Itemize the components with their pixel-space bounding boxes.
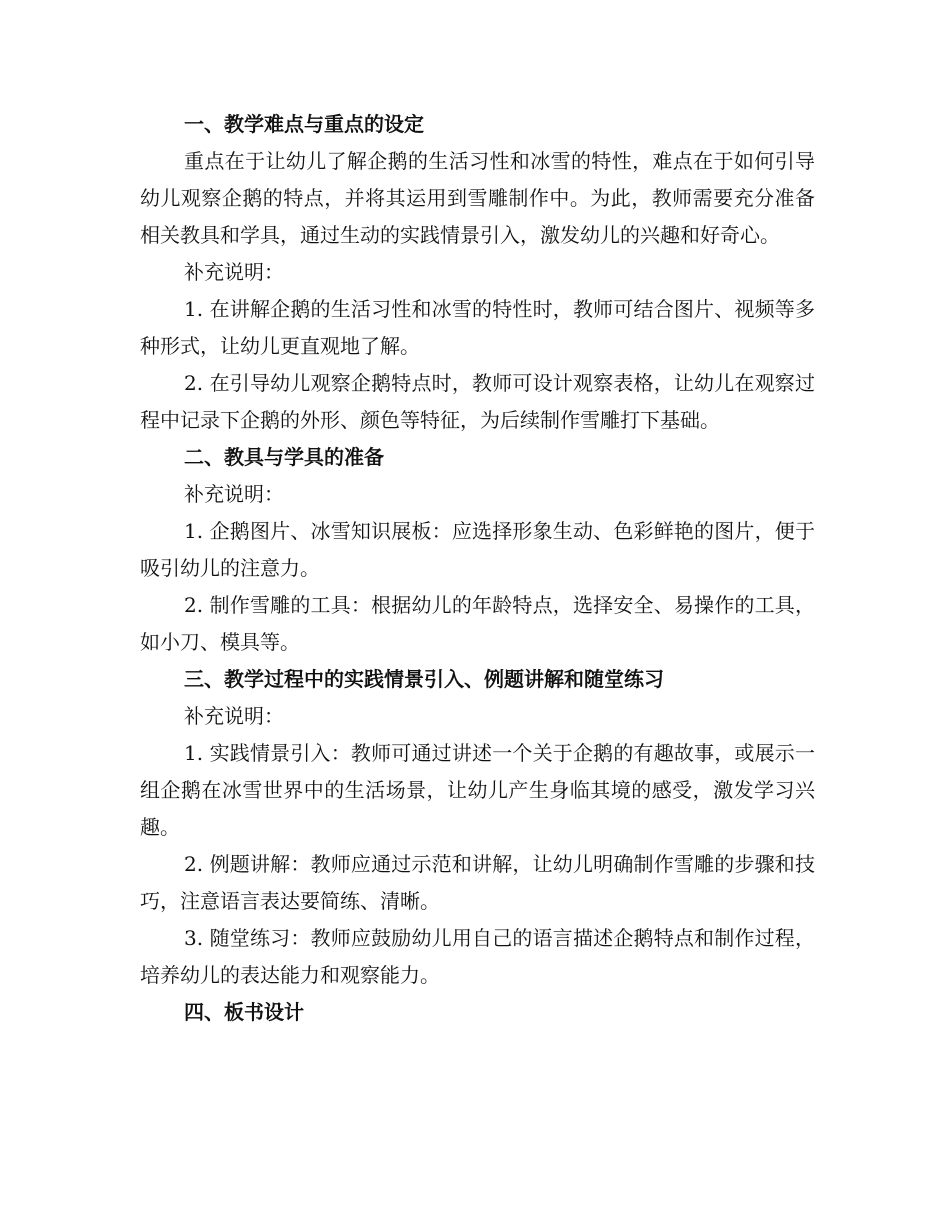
paragraph-item: 1. 实践情景引入：教师可通过讲述一个关于企鹅的有趣故事，或展示一组企鹅在冰雪世界中的生活场景，让幼儿产生身临其境的感受，激发学习兴趣。 — [140, 741, 815, 839]
paragraph-supplement-label: 补充说明： — [184, 260, 284, 284]
paragraph-key-points: 重点在于让幼儿了解企鹅的生活习性和冰雪的特性，难点在于如何引导幼儿观察企鹅的特点，并将其运用到雪雕制作中。为此，教师需要充分准备相关教具和学具，通过生动的实践情景引入，激发幼儿的兴趣和好奇心。 — [140, 149, 815, 247]
paragraph-item: 2. 例题讲解：教师应通过示范和讲解，让幼儿明确制作雪雕的步骤和技巧，注意语言表达要简练、清晰。 — [140, 852, 815, 913]
section-heading-4: 四、板书设计 — [184, 1000, 304, 1024]
paragraph-item: 3. 随堂练习：教师应鼓励幼儿用自己的语言描述企鹅特点和制作过程，培养幼儿的表达能力和观察能力。 — [140, 926, 815, 987]
section-heading-2: 二、教具与学具的准备 — [184, 445, 384, 469]
document-page — [140, 106, 815, 1031]
section-heading-1: 一、教学难点与重点的设定 — [184, 112, 424, 136]
paragraph-item: 2. 在引导幼儿观察企鹅特点时，教师可设计观察表格，让幼儿在观察过程中记录下企鹅的外形、颜色等特征，为后续制作雪雕打下基础。 — [140, 371, 815, 432]
paragraph-item: 2. 制作雪雕的工具：根据幼儿的年龄特点，选择安全、易操作的工具，如小刀、模具等。 — [140, 593, 815, 654]
paragraph-item: 1. 企鹅图片、冰雪知识展板：应选择形象生动、色彩鲜艳的图片，便于吸引幼儿的注意力。 — [140, 519, 815, 580]
paragraph-supplement-label: 补充说明： — [184, 704, 284, 728]
paragraph-item: 1. 在讲解企鹅的生活习性和冰雪的特性时，教师可结合图片、视频等多种形式，让幼儿更直观地了解。 — [140, 297, 815, 358]
paragraph-supplement-label: 补充说明： — [184, 482, 284, 506]
section-heading-3: 三、教学过程中的实践情景引入、例题讲解和随堂练习 — [184, 667, 664, 691]
